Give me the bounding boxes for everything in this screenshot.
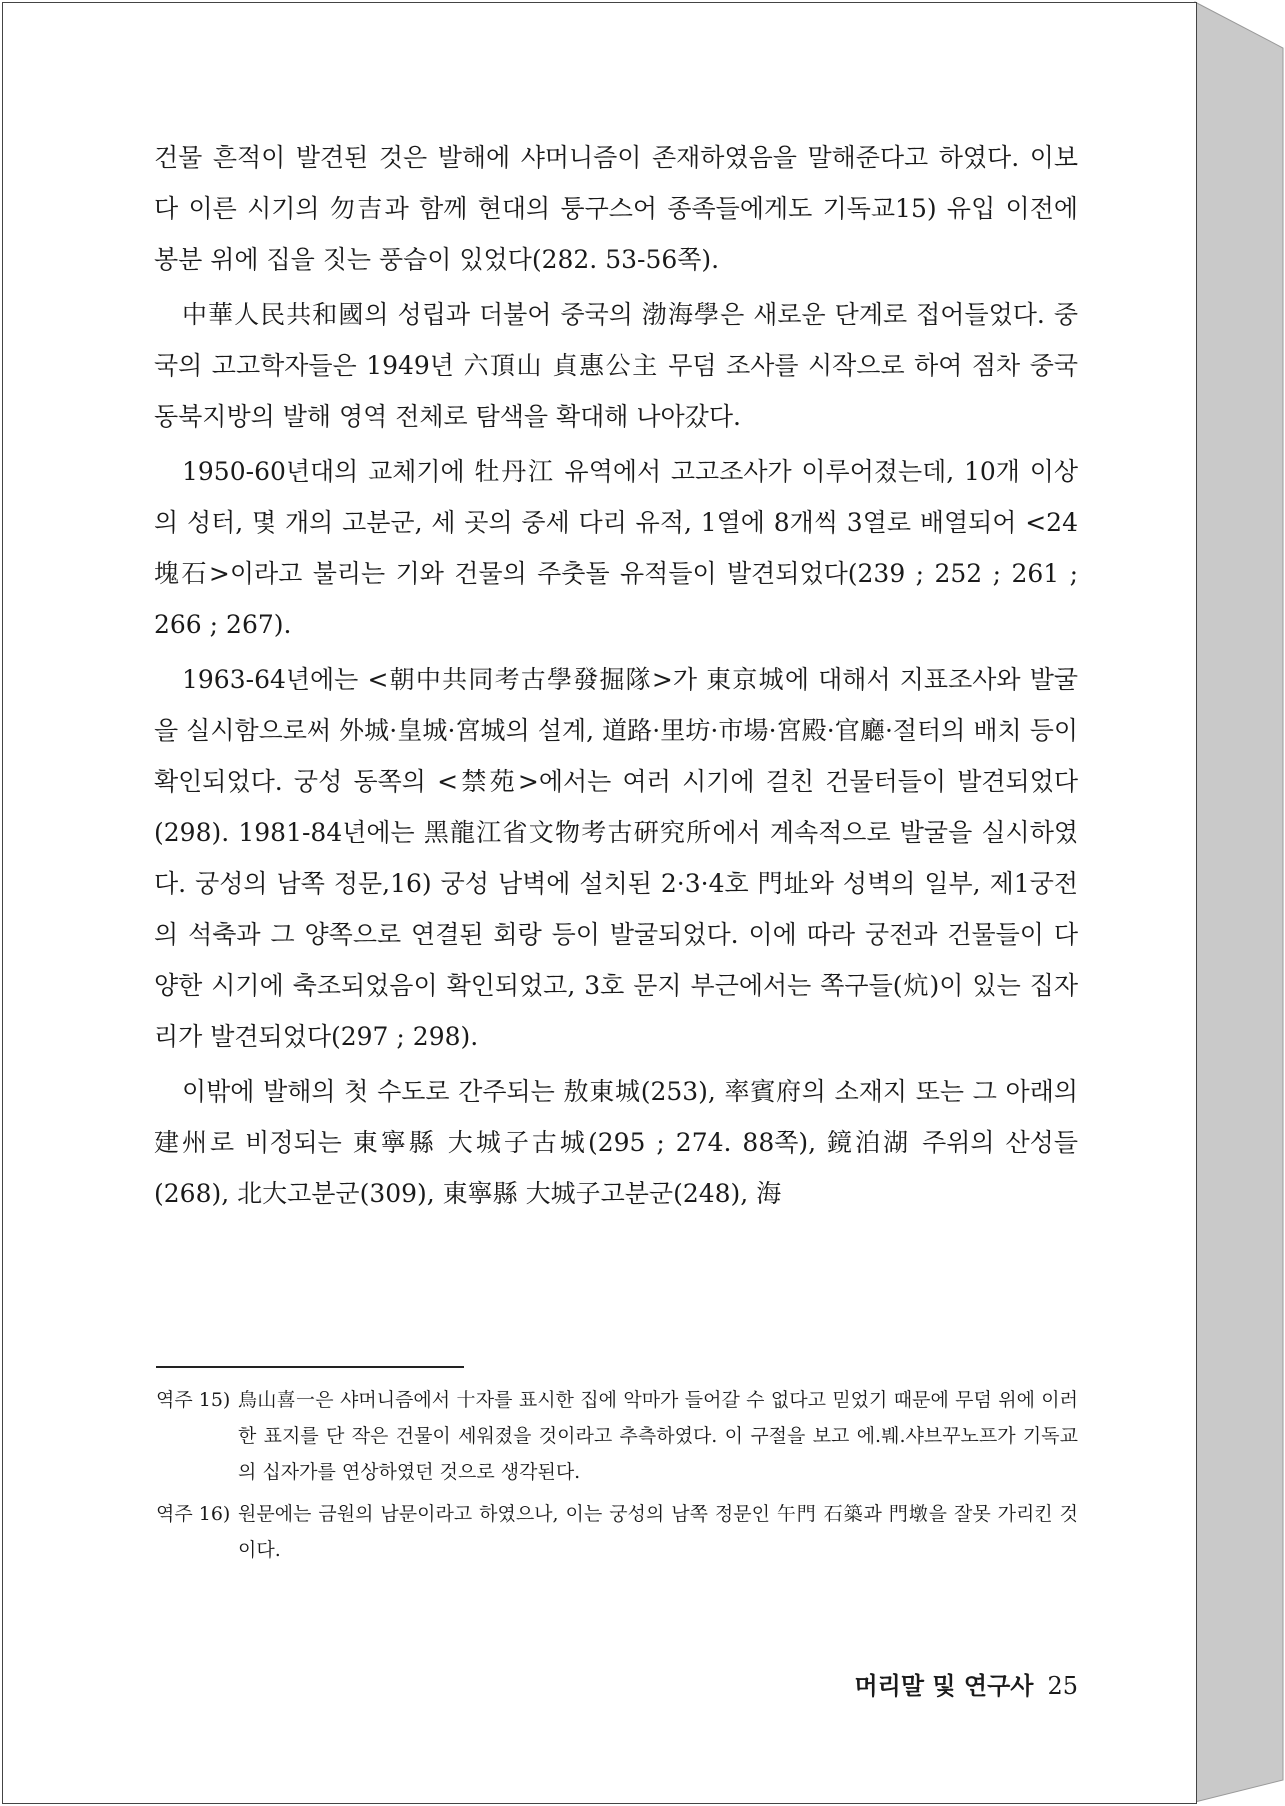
page-footer	[810, 1666, 1078, 1701]
footnote-label: 역주 15)	[156, 1389, 231, 1411]
running-footer-title: 머리말 및 연구사	[854, 1672, 1034, 1700]
paragraph: 건물 흔적이 발견된 것은 발해에 샤머니즘이 존재하였음을 말해준다고 하였다. 이보다 이른 시기의 勿吉과 함께 현대의 퉁구스어 종족들에게도 기독교15) 유입 이전에 봉분 위에 집을 짓는 풍습이 있었다(282. 53-56쪽).	[154, 143, 1078, 274]
paragraph: 이밖에 발해의 첫 수도로 간주되는 敖東城(253), 率賓府의 소재지 또는 그 아래의 建州로 비정되는 東寧縣 大城子古城(295 ; 274. 88쪽), 鏡泊湖 주위의 산성들(268), 北大고분군(309), 東寧縣 大城子고분군(248), 海	[154, 1077, 1078, 1208]
footnote-divider	[156, 1366, 464, 1368]
footnote-text: 鳥山喜一은 샤머니즘에서 十자를 표시한 집에 악마가 들어갈 수 없다고 믿었기 때문에 무덤 위에 이러한 표지를 단 작은 건물이 세워졌을 것이라고 추측하였다. 이 구절을 보고 에.붸.샤브꾸노프가 기독교의 십자가를 연상하였던 것으로 생각된다.	[238, 1389, 1078, 1483]
footnote-text: 원문에는 금원의 남문이라고 하였으나, 이는 궁성의 남쪽 정문인 午門 石築과 門墩을 잘못 가리킨 것이다.	[238, 1503, 1078, 1561]
footnote-label: 역주 16)	[156, 1503, 231, 1525]
paragraph: 中華人民共和國의 성립과 더불어 중국의 渤海學은 새로운 단계로 접어들었다. 중국의 고고학자들은 1949년 六頂山 貞惠公主 무덤 조사를 시작으로 하여 점차 중국 동북지방의 발해 영역 전체로 탐색을 확대해 나아갔다.	[154, 300, 1078, 431]
body-text	[154, 132, 1078, 1223]
paragraph: 1950-60년대의 교체기에 牡丹江 유역에서 고고조사가 이루어졌는데, 10개 이상의 성터, 몇 개의 고분군, 세 곳의 중세 다리 유적, 1열에 8개씩 3열로 배열되어 <24塊石>이라고 불리는 기와 건물의 주춧돌 유적들이 발견되었다(239 ; 252 ; 261 ; 266 ; 267).	[154, 457, 1078, 639]
footnote	[156, 1496, 1078, 1568]
paragraph: 1963-64년에는 <朝中共同考古學發掘隊>가 東京城에 대해서 지표조사와 발굴을 실시함으로써 外城·皇城·宮城의 설계, 道路·里坊·市場·宮殿·官廳·절터의 배치 등이 확인되었다. 궁성 동쪽의 <禁苑>에서는 여러 시기에 걸친 건물터들이 발견되었다(298). 1981-84년에는 黑龍江省文物考古硏究所에서 계속적으로 발굴을 실시하였다. 궁성의 남쪽 정문,16) 궁성 남벽에 설치된 2·3·4호 門址와 성벽의 일부, 제1궁전의 석축과 그 양쪽으로 연결된 회랑 등이 발굴되었다. 이에 따라 궁전과 건물들이 다양한 시기에 축조되었음이 확인되었고, 3호 문지 부근에서는 쪽구들(炕)이 있는 집자리가 발견되었다(297 ; 298).	[154, 665, 1078, 1051]
page-number: 25	[1047, 1672, 1078, 1700]
footnote	[156, 1382, 1078, 1490]
footnotes	[156, 1382, 1078, 1574]
book-side-face	[1195, 2, 1283, 1802]
